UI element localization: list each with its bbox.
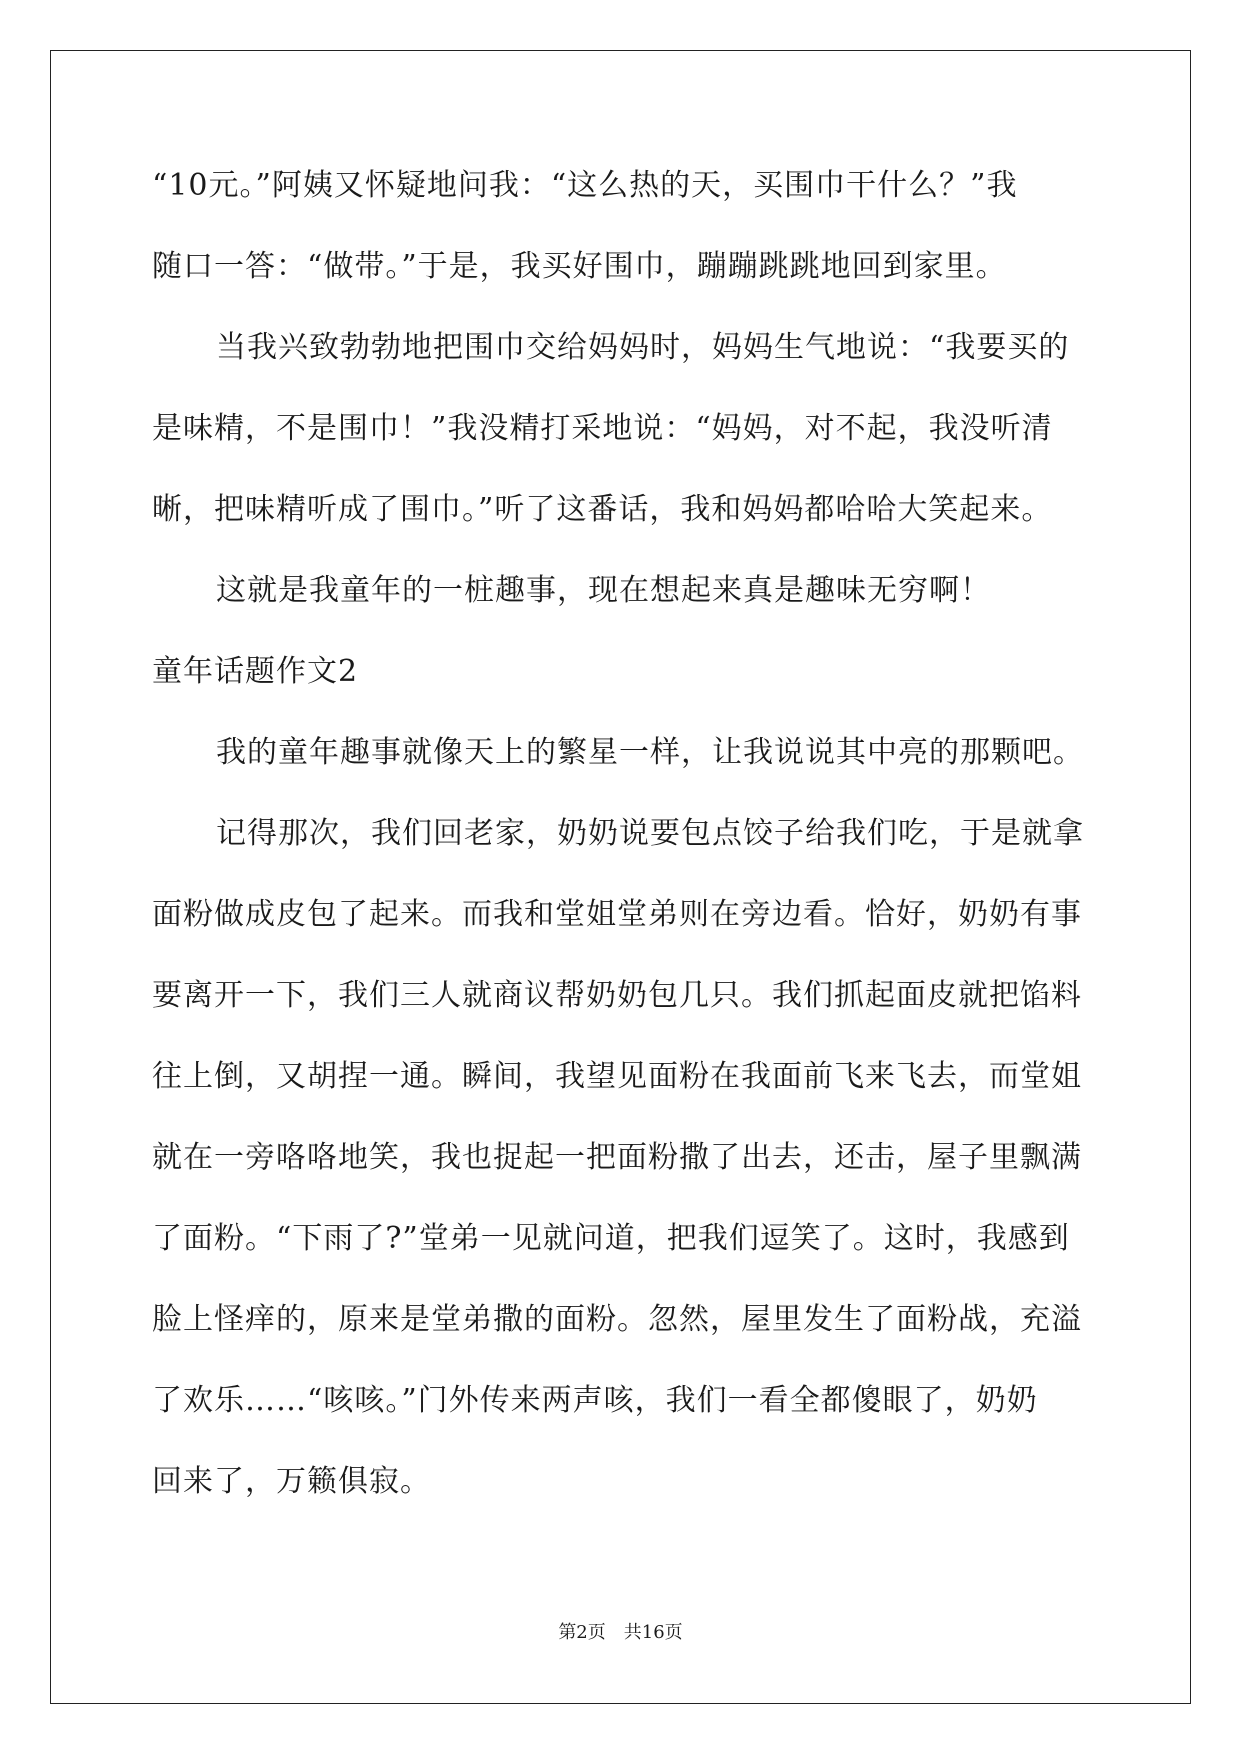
text-line: 了面粉。“下雨了?”堂弟一见就问道，把我们逗笑了。这时，我感到 [152,1221,1070,1256]
text-line: 面粉做成皮包了起来。而我和堂姐堂弟则在旁边看。恰好，奶奶有事 [152,897,1082,932]
text-line: 往上倒，又胡捏一通。瞬间，我望见面粉在我面前飞来飞去，而堂姐 [152,1059,1082,1094]
text-line: 是味精，不是围巾！”我没精打采地说：“妈妈，对不起，我没听清 [152,411,1053,446]
text-line: 就在一旁咯咯地笑，我也捉起一把面粉撒了出去，还击，屋子里飘满 [152,1140,1082,1175]
text-line: 记得那次，我们回老家，奶奶说要包点饺子给我们吃，于是就拿 [216,816,1084,851]
text-line: 我的童年趣事就像天上的繁星一样，让我说说其中亮的那颗吧。 [216,735,1084,770]
document-body [152,160,1092,1537]
text-line: 脸上怪痒的，原来是堂弟撒的面粉。忽然，屋里发生了面粉战，充溢 [152,1302,1082,1337]
section-heading: 童年话题作文2 [152,654,359,689]
text-line: 晰，把味精听成了围巾。”听了这番话，我和妈妈都哈哈大笑起来。 [152,492,1053,527]
text-line: 这就是我童年的一桩趣事，现在想起来真是趣味无穷啊！ [216,573,991,608]
page-number: 第2页 [558,1622,606,1643]
text-line: 要离开一下，我们三人就商议帮奶奶包几只。我们抓起面皮就把馅料 [152,978,1082,1013]
text-line: “10元。”阿姨又怀疑地问我：“这么热的天，买围巾干什么？”我 [152,168,1018,203]
text-line: 了欢乐……“咳咳。”门外传来两声咳，我们一看全都傻眼了，奶奶 [152,1383,1038,1418]
text-line: 当我兴致勃勃地把围巾交给妈妈时，妈妈生气地说：“我要买的 [216,330,1070,365]
text-line: 随口一答：“做带。”于是，我买好围巾，蹦蹦跳跳地回到家里。 [152,249,1007,284]
page-footer [0,1618,1241,1644]
page-total: 共16页 [623,1622,683,1643]
text-line: 回来了，万籁俱寂。 [152,1464,431,1499]
